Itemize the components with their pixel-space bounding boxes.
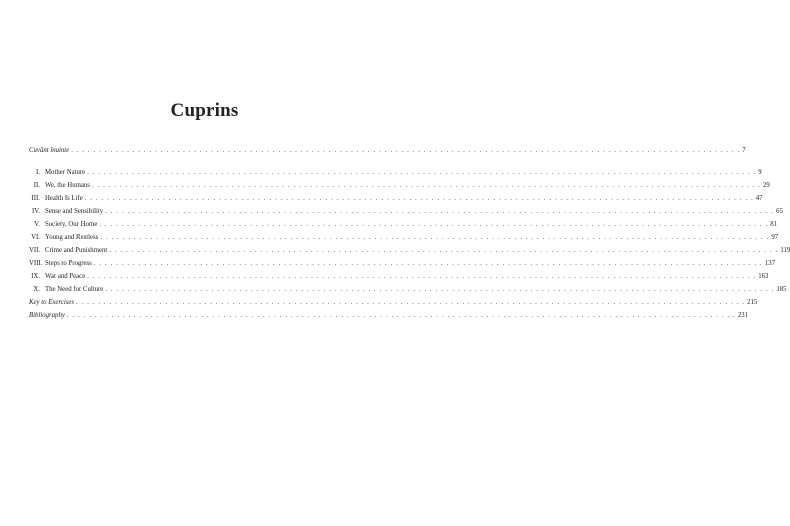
chapter-number: IV. (32, 208, 40, 215)
dot-leader: . . . . . . . . . . . . . . . . . . . . . . . . . . . . . . . . . . . . . . . . . . . . . . . . . . . . . . . . . . . . . . . . . . . . . . . . . . . . . . . . . . . . . . . . . . . . . . . . . . . . . . . . . . . . . . . . . . . . . . . . (109, 247, 779, 254)
dot-leader: . . . . . . . . . . . . . . . . . . . . . . . . . . . . . . . . . . . . . . . . . . . . . . . . . . . . . . . . . . . . . . . . . . . . . . . . . . . . . . . . . . . . . . . . . . . . . . . . . . . . . . . . . . . . . . . . . . . . . . . . (91, 182, 761, 189)
toc-entry-page: 119 (780, 247, 790, 254)
toc-entry-page: 215 (747, 299, 758, 306)
chapter-number: VIII. (29, 260, 43, 267)
chapter-number: IX. (31, 273, 40, 280)
dot-leader: . . . . . . . . . . . . . . . . . . . . . . . . . . . . . . . . . . . . . . . . . . . . . . . . . . . . . . . . . . . . . . . . . . . . . . . . . . . . . . . . . . . . . . . . . . . . . . . . . . . . . . . . . . . . . . . . . . . . . . . . (93, 260, 763, 267)
dot-leader: . . . . . . . . . . . . . . . . . . . . . . . . . . . . . . . . . . . . . . . . . . . . . . . . . . . . . . . . . . . . . . . . . . . . . . . . . . . . . . . . . . . . . . . . . . . . . . . . . . . . . . . . . . . . . . . . . . . . . . . . (76, 299, 746, 306)
dot-leader: . . . . . . . . . . . . . . . . . . . . . . . . . . . . . . . . . . . . . . . . . . . . . . . . . . . . . . . . . . . . . . . . . . . . . . . . . . . . . . . . . . . . . . . . . . . . . . . . . . . . . . . . . . . . . . . . . . . . . . . . (100, 234, 770, 241)
chapter-number: VI. (31, 234, 40, 241)
toc-entry-page: 47 (755, 195, 763, 202)
toc-entry-label: We, the Humans (45, 182, 90, 189)
toc-entry-page: 231 (737, 312, 749, 319)
chapter-number: I. (36, 169, 40, 176)
toc-entry-label: Cuvânt înainte (29, 147, 70, 154)
toc-entry (29, 244, 790, 257)
toc-entry-page: 65 (776, 208, 783, 215)
dot-leader: . . . . . . . . . . . . . . . . . . . . . . . . . . . . . . . . . . . . . . . . . . . . . . . . . . . . . . . . . . . . . . . . . . . . . . . . . . . . . . . . . . . . . . . . . . . . . . . . . . . . . . . . . . . . . . . . . . . . . . . . (105, 208, 775, 215)
toc-entry-page: 97 (771, 234, 779, 241)
toc-entry-label: Young and Restless (45, 234, 99, 241)
toc-entry (29, 309, 749, 322)
toc-entry-page: 137 (764, 260, 776, 267)
toc-entry (29, 257, 776, 270)
chapter-number: III. (31, 195, 40, 202)
toc-entry-page: 7 (742, 147, 746, 154)
dot-leader: . . . . . . . . . . . . . . . . . . . . . . . . . . . . . . . . . . . . . . . . . . . . . . . . . . . . . . . . . . . . . . . . . . . . . . . . . . . . . . . . . . . . . . . . . . . . . . . . . . . . . . . . . . . . . . . . . . . . . . . . (66, 312, 736, 319)
toc-entry (29, 179, 770, 192)
toc-entry-page: 163 (758, 273, 769, 280)
toc-entry-label: The Need for Culture (45, 286, 104, 293)
toc-entry-label: Bibliography (29, 312, 65, 319)
toc-entry-label: War and Peace (45, 273, 86, 280)
dot-leader: . . . . . . . . . . . . . . . . . . . . . . . . . . . . . . . . . . . . . . . . . . . . . . . . . . . . . . . . . . . . . . . . . . . . . . . . . . . . . . . . . . . . . . . . . . . . . . . . . . . . . . . . . . . . . . . . . . . . . . . . (84, 195, 754, 202)
dot-leader: . . . . . . . . . . . . . . . . . . . . . . . . . . . . . . . . . . . . . . . . . . . . . . . . . . . . . . . . . . . . . . . . . . . . . . . . . . . . . . . . . . . . . . . . . . . . . . . . . . . . . . . . . . . . . . . . . . . . . . . . (87, 273, 757, 280)
toc-entry-label: Mother Nature (45, 169, 86, 176)
toc-entry-page: 9 (758, 169, 762, 176)
toc-back (29, 296, 758, 322)
dot-leader: . . . . . . . . . . . . . . . . . . . . . . . . . . . . . . . . . . . . . . . . . . . . . . . . . . . . . . . . . . . . . . . . . . . . . . . . . . . . . . . . . . . . . . . . . . . . . . . . . . . . . . . . . . . . . . . . . . . . . . . . (99, 221, 769, 228)
toc-entry-label: Crime and Punishment (45, 247, 108, 254)
toc-entry-label: Sense and Sensibility (45, 208, 104, 215)
toc-entry-label: Steps to Progress (45, 260, 92, 267)
chapter-number: II. (33, 182, 40, 189)
page-title: Cuprins (170, 100, 239, 121)
toc-entry-page: 185 (776, 286, 787, 293)
toc-entry (29, 192, 763, 205)
toc-entry (29, 166, 762, 179)
chapter-number: X. (33, 286, 40, 293)
toc-entry-page: 29 (762, 182, 770, 189)
toc-entry-label: Health Is Life (45, 195, 83, 202)
dot-leader: . . . . . . . . . . . . . . . . . . . . . . . . . . . . . . . . . . . . . . . . . . . . . . . . . . . . . . . . . . . . . . . . . . . . . . . . . . . . . . . . . . . . . . . . . . . . . . . . . . . . . . . . . . . . . . . . . . . . . . . . (71, 147, 741, 154)
chapter-number: VII. (29, 247, 41, 254)
toc-entry (29, 231, 779, 244)
toc-entry (29, 218, 778, 231)
toc-front (29, 144, 746, 157)
toc-entry (29, 144, 746, 157)
dot-leader: . . . . . . . . . . . . . . . . . . . . . . . . . . . . . . . . . . . . . . . . . . . . . . . . . . . . . . . . . . . . . . . . . . . . . . . . . . . . . . . . . . . . . . . . . . . . . . . . . . . . . . . . . . . . . . . . . . . . . . . . (105, 286, 775, 293)
toc-entry (29, 205, 783, 218)
toc-entry-label: Key to Exercises (29, 299, 75, 306)
toc-entry (29, 296, 758, 309)
toc-chapters (29, 166, 790, 296)
toc-entry-page: 81 (770, 221, 778, 228)
chapter-number: V. (34, 221, 40, 228)
dot-leader: . . . . . . . . . . . . . . . . . . . . . . . . . . . . . . . . . . . . . . . . . . . . . . . . . . . . . . . . . . . . . . . . . . . . . . . . . . . . . . . . . . . . . . . . . . . . . . . . . . . . . . . . . . . . . . . . . . . . . . . . (87, 169, 757, 176)
toc-entry (29, 283, 787, 296)
toc-entry (29, 270, 769, 283)
toc-entry-label: Society, Our Home (45, 221, 98, 228)
